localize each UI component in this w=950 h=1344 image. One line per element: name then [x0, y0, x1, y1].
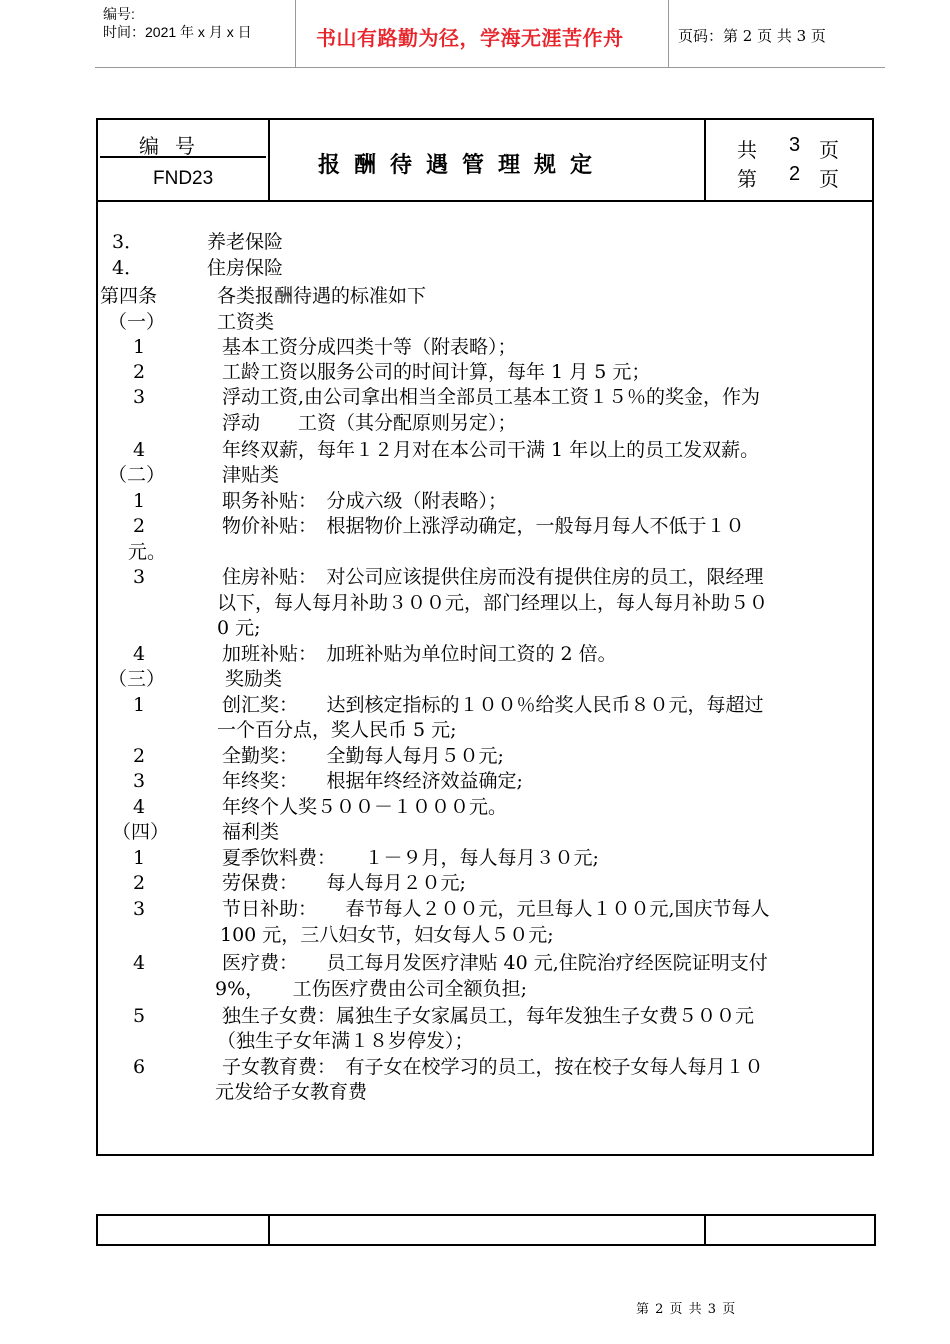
- current-page-label: 第: [737, 167, 757, 191]
- header-time: 时间：2021 年 x 月 x 日: [103, 24, 252, 40]
- header-number-label: 编号:: [103, 6, 135, 22]
- item-text: 创汇奖： 达到核定指标的１００％给奖人民币８０元，每超过: [222, 694, 764, 716]
- item-text-continued: 元。: [128, 541, 167, 563]
- item-text: 基本工资分成四类十等（附表略）；: [222, 336, 517, 358]
- title-cell-divider: [268, 118, 270, 201]
- section-number: （一）: [108, 311, 166, 333]
- item-number: 2: [133, 515, 146, 537]
- item-text: 全勤奖： 全勤每人每月５０元;: [222, 745, 504, 767]
- item-number: 4: [133, 643, 146, 665]
- item-text: 职务补贴： 分成六级（附表略）；: [222, 490, 508, 512]
- item-text: 年终双薪，每年１２月对在本公司干满 1 年以上的员工发双薪。: [222, 439, 760, 461]
- item-number: 3．: [112, 231, 144, 253]
- item-number: 3: [133, 386, 146, 408]
- page-unit: 页: [819, 138, 839, 162]
- item-text: 住房补贴： 对公司应该提供住房而没有提供住房的员工，限经理: [222, 566, 764, 588]
- item-number: 3: [133, 898, 146, 920]
- header-rule: [95, 67, 885, 68]
- page-unit: 页: [819, 167, 839, 191]
- section-number: （三）: [108, 668, 166, 690]
- item-number: 2: [133, 745, 146, 767]
- item-text-continued: 9%， 工伤医疗费由公司全额负担;: [215, 978, 528, 1000]
- title-cell-divider: [704, 118, 706, 201]
- item-number: 4: [133, 796, 146, 818]
- item-text: 加班补贴： 加班补贴为单位时间工资的 2 倍。: [222, 643, 617, 665]
- footer-page-number: 第 2 页 共 3 页: [636, 1302, 737, 1317]
- item-text: 夏季饮料费： １－９月，每人每月３０元;: [222, 847, 599, 869]
- item-text-continued: 一个百分点，奖人民币 5 元;: [217, 719, 457, 741]
- section-number: （四）: [112, 821, 170, 843]
- item-number: 4: [133, 439, 146, 461]
- section-number: （二）: [108, 464, 166, 486]
- section-title: 福利类: [222, 821, 280, 843]
- doc-code-value: FND23: [153, 168, 214, 189]
- item-text: 年终奖： 根据年终经济效益确定;: [222, 770, 523, 792]
- document-title: 报酬待遇管理规定: [318, 152, 607, 178]
- total-pages-value: 3: [789, 134, 801, 156]
- footer-cell-divider: [268, 1214, 270, 1246]
- item-number: 1: [133, 336, 146, 358]
- item-text: 工龄工资以服务公司的时间计算，每年 1 月 5 元；: [222, 361, 651, 383]
- item-number: 1: [133, 847, 146, 869]
- footer-cell-divider: [704, 1214, 706, 1246]
- item-text-continued: （独生子女年满１８岁停发）；: [217, 1030, 474, 1052]
- item-text-continued: 浮动 工资（其分配原则另定）；: [222, 412, 517, 434]
- item-number: 3: [133, 566, 146, 588]
- item-text: 节日补助： 春节每人２００元，元旦每人１００元,国庆节每人: [222, 898, 770, 920]
- item-number: 5: [133, 1005, 146, 1027]
- item-text: 物价补贴： 根据物价上涨浮动确定，一般每月每人不低于１０: [222, 515, 745, 537]
- item-number: 3: [133, 770, 146, 792]
- item-number: 6: [133, 1056, 146, 1078]
- item-text: 年终个人奖５００－１０００元。: [222, 796, 508, 818]
- item-text-continued: 元发给子女教育费: [215, 1081, 368, 1103]
- item-text: 劳保费： 每人每月２０元;: [222, 872, 466, 894]
- item-number: 1: [133, 694, 146, 716]
- item-number: 2: [133, 872, 146, 894]
- header-divider: [668, 0, 669, 67]
- item-text: 独生子女费：属独生子女家属员工，每年发独生子女费５００元: [222, 1005, 755, 1027]
- article-number: 第四条: [100, 285, 158, 307]
- item-number: 4: [133, 952, 146, 974]
- item-text-continued: 以下，每人每月补助３００元，部门经理以上，每人每月补助５０: [217, 592, 769, 614]
- header-motto: 书山有路勤为径，学海无涯苦作舟: [316, 26, 624, 50]
- footer-frame: [96, 1214, 876, 1246]
- header-page-info: 页码：第 2 页 共 3 页: [678, 27, 826, 45]
- title-row-divider: [96, 200, 874, 202]
- item-text: 养老保险: [207, 231, 284, 253]
- item-number: 1: [133, 490, 146, 512]
- current-page-value: 2: [789, 163, 801, 185]
- item-number: 4．: [112, 257, 144, 279]
- item-number: 2: [133, 361, 146, 383]
- item-text-continued: 0 元;: [217, 617, 261, 639]
- article-text: 各类报酬待遇的标准如下: [217, 285, 427, 307]
- item-text: 医疗费： 员工每月发医疗津贴 40 元,住院治疗经医院证明支付: [222, 952, 768, 974]
- item-text-continued: 100 元，三八妇女节，妇女每人５０元;: [220, 924, 554, 946]
- item-text: 浮动工资,由公司拿出相当全部员工基本工资１５％的奖金，作为: [222, 386, 761, 408]
- total-pages-label: 共: [737, 138, 757, 162]
- item-text: 住房保险: [207, 257, 284, 279]
- header-divider: [295, 0, 296, 67]
- section-title: 工资类: [217, 311, 275, 333]
- item-text: 子女教育费： 有子女在校学习的员工，按在校子女每人每月１０: [222, 1056, 764, 1078]
- section-title: 津贴类: [222, 464, 280, 486]
- section-title: 奖励类: [225, 668, 283, 690]
- doc-code-label: 编号: [139, 134, 211, 158]
